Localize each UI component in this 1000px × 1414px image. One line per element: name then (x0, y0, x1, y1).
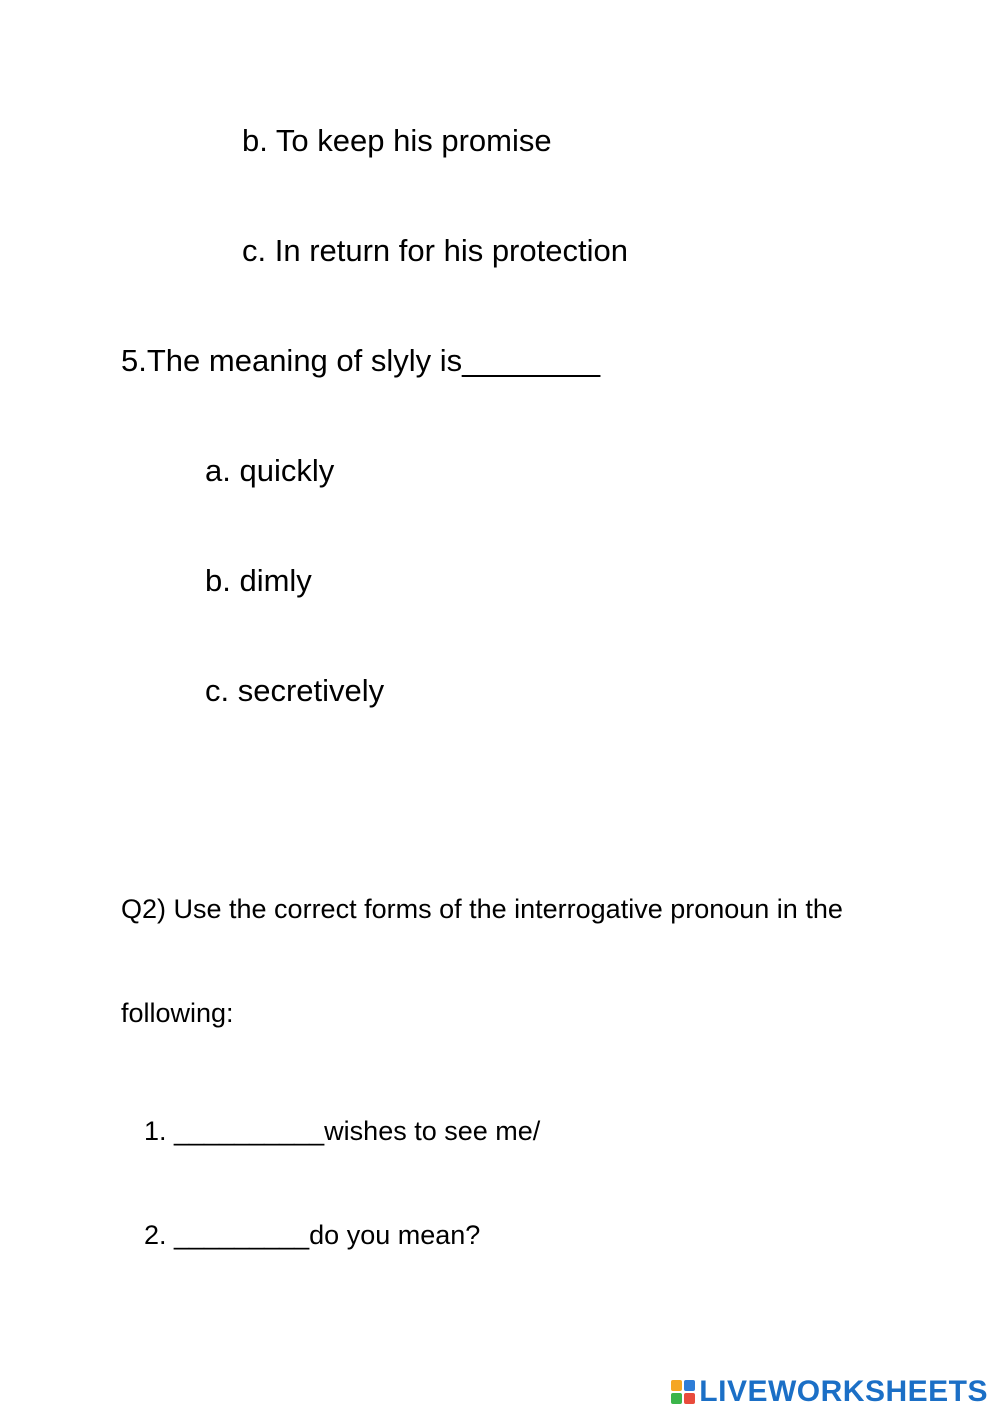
question-5-option-c: c. secretively (205, 673, 385, 708)
answer-option-b-keep-promise: b. To keep his promise (242, 123, 552, 158)
fill-in-item-1: 1. __________wishes to see me/ (144, 1116, 541, 1146)
question-5-text: 5.The meaning of slyly is________ (121, 343, 601, 378)
answer-option-c-return-protection: c. In return for his protection (242, 233, 628, 268)
fill-in-item-2: 2. _________do you mean? (144, 1220, 481, 1250)
liveworksheets-logo (671, 1375, 988, 1409)
question-5-option-b: b. dimly (205, 563, 312, 598)
liveworksheets-logo-text: LIVEWORKSHEETS (699, 1375, 988, 1408)
question-5-option-a: a. quickly (205, 453, 335, 488)
question-2-heading: Q2) Use the correct forms of the interrogative pronoun in the (121, 894, 843, 924)
liveworksheets-logo-icon (671, 1380, 695, 1404)
question-2-heading-continued: following: (121, 998, 234, 1028)
